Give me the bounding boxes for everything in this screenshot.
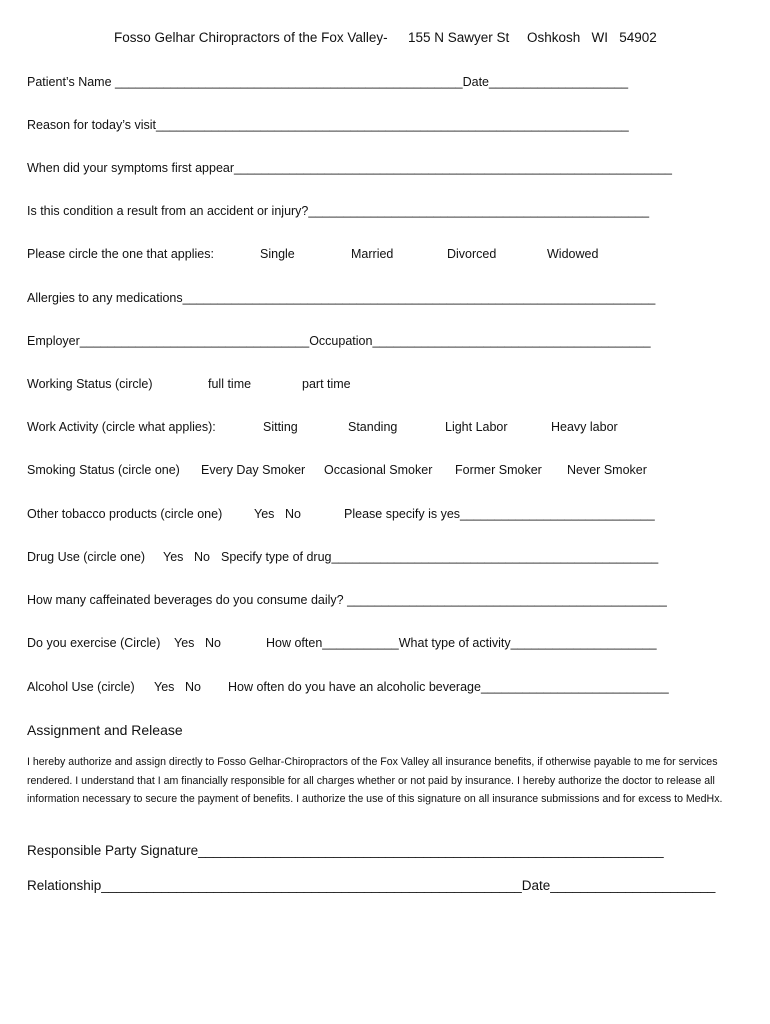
marital-option-widowed[interactable]: Widowed [547, 247, 599, 261]
working-status-label: Working Status (circle) [27, 377, 153, 391]
activity-option-light-labor[interactable]: Light Labor [445, 420, 508, 434]
smoking-option-every-day[interactable]: Every Day Smoker [201, 463, 306, 477]
alcohol-frequency-field[interactable]: How often do you have an alcoholic beverage___________________________ [228, 680, 669, 694]
drug-option-yes[interactable]: Yes [163, 550, 184, 564]
allergies-field[interactable]: Allergies to any medications____________________________________________________________________ [27, 291, 656, 305]
symptoms-appear-field[interactable]: When did your symptoms first appear_______________________________________________________________ [27, 161, 672, 175]
activity-option-standing[interactable]: Standing [348, 420, 398, 434]
patient-name-field[interactable]: Patient’s Name __________________________________________________Date____________________ [27, 75, 629, 89]
working-option-full-time[interactable]: full time [208, 377, 252, 391]
drug-option-no[interactable]: No [194, 550, 210, 564]
marital-status-label: Please circle the one that applies: [27, 247, 214, 261]
exercise-frequency-field[interactable]: How often___________What type of activity_____________________ [266, 636, 657, 650]
relationship-date-field[interactable]: Relationship________________________________________________________Date______________________ [27, 878, 716, 893]
marital-option-divorced[interactable]: Divorced [447, 247, 497, 261]
employer-occupation-field[interactable]: Employer_________________________________Occupation________________________________________ [27, 334, 651, 348]
alcohol-option-no[interactable]: No [185, 680, 201, 694]
smoking-status-label: Smoking Status (circle one) [27, 463, 180, 477]
practice-name: Fosso Gelhar Chiropractors of the Fox Valley- [114, 30, 388, 45]
reason-for-visit-field[interactable]: Reason for today’s visit____________________________________________________________________ [27, 118, 629, 132]
drug-use-label: Drug Use (circle one) [27, 550, 146, 564]
activity-option-heavy-labor[interactable]: Heavy labor [551, 420, 618, 434]
exercise-option-no[interactable]: No [205, 636, 221, 650]
tobacco-label: Other tobacco products (circle one) [27, 507, 223, 521]
working-option-part-time[interactable]: part time [302, 377, 351, 391]
marital-option-single[interactable]: Single [260, 247, 295, 261]
city-state-zip: Oshkosh WI 54902 [527, 30, 657, 45]
marital-option-married[interactable]: Married [351, 247, 394, 261]
exercise-option-yes[interactable]: Yes [174, 636, 195, 650]
work-activity-label: Work Activity (circle what applies): [27, 420, 216, 434]
street-address: 155 N Sawyer St [408, 30, 510, 45]
tobacco-option-no[interactable]: No [285, 507, 301, 521]
caffeine-field[interactable]: How many caffeinated beverages do you consume daily? ______________________________________________ [27, 593, 667, 607]
smoking-option-occasional[interactable]: Occasional Smoker [324, 463, 433, 477]
tobacco-specify-field[interactable]: Please specify is yes____________________________ [344, 507, 655, 521]
smoking-option-never[interactable]: Never Smoker [567, 463, 647, 477]
tobacco-option-yes[interactable]: Yes [254, 507, 275, 521]
accident-field[interactable]: Is this condition a result from an accident or injury?_________________________________________________ [27, 204, 650, 218]
alcohol-option-yes[interactable]: Yes [154, 680, 175, 694]
activity-option-sitting[interactable]: Sitting [263, 420, 298, 434]
alcohol-label: Alcohol Use (circle) [27, 680, 135, 694]
exercise-label: Do you exercise (Circle) [27, 636, 161, 650]
assignment-text: I hereby authorize and assign directly to Fosso Gelhar-Chiropractors of the Fox Valley all insurance benefits, if otherwise payable to me for services rendered. I understand that I am financially responsible for all charges whether or not paid by insurance. I hereby authorize the doctor to release all information necessary to secure the payment of benefits. I authorize the use of this signature on all insurance submissions and for excess to MedHx. [27, 756, 723, 805]
signature-field[interactable]: Responsible Party Signature______________________________________________________________ [27, 843, 664, 858]
smoking-option-former[interactable]: Former Smoker [455, 463, 542, 477]
drug-specify-field[interactable]: Specify type of drug_______________________________________________ [221, 550, 659, 564]
assignment-heading: Assignment and Release [27, 722, 183, 738]
